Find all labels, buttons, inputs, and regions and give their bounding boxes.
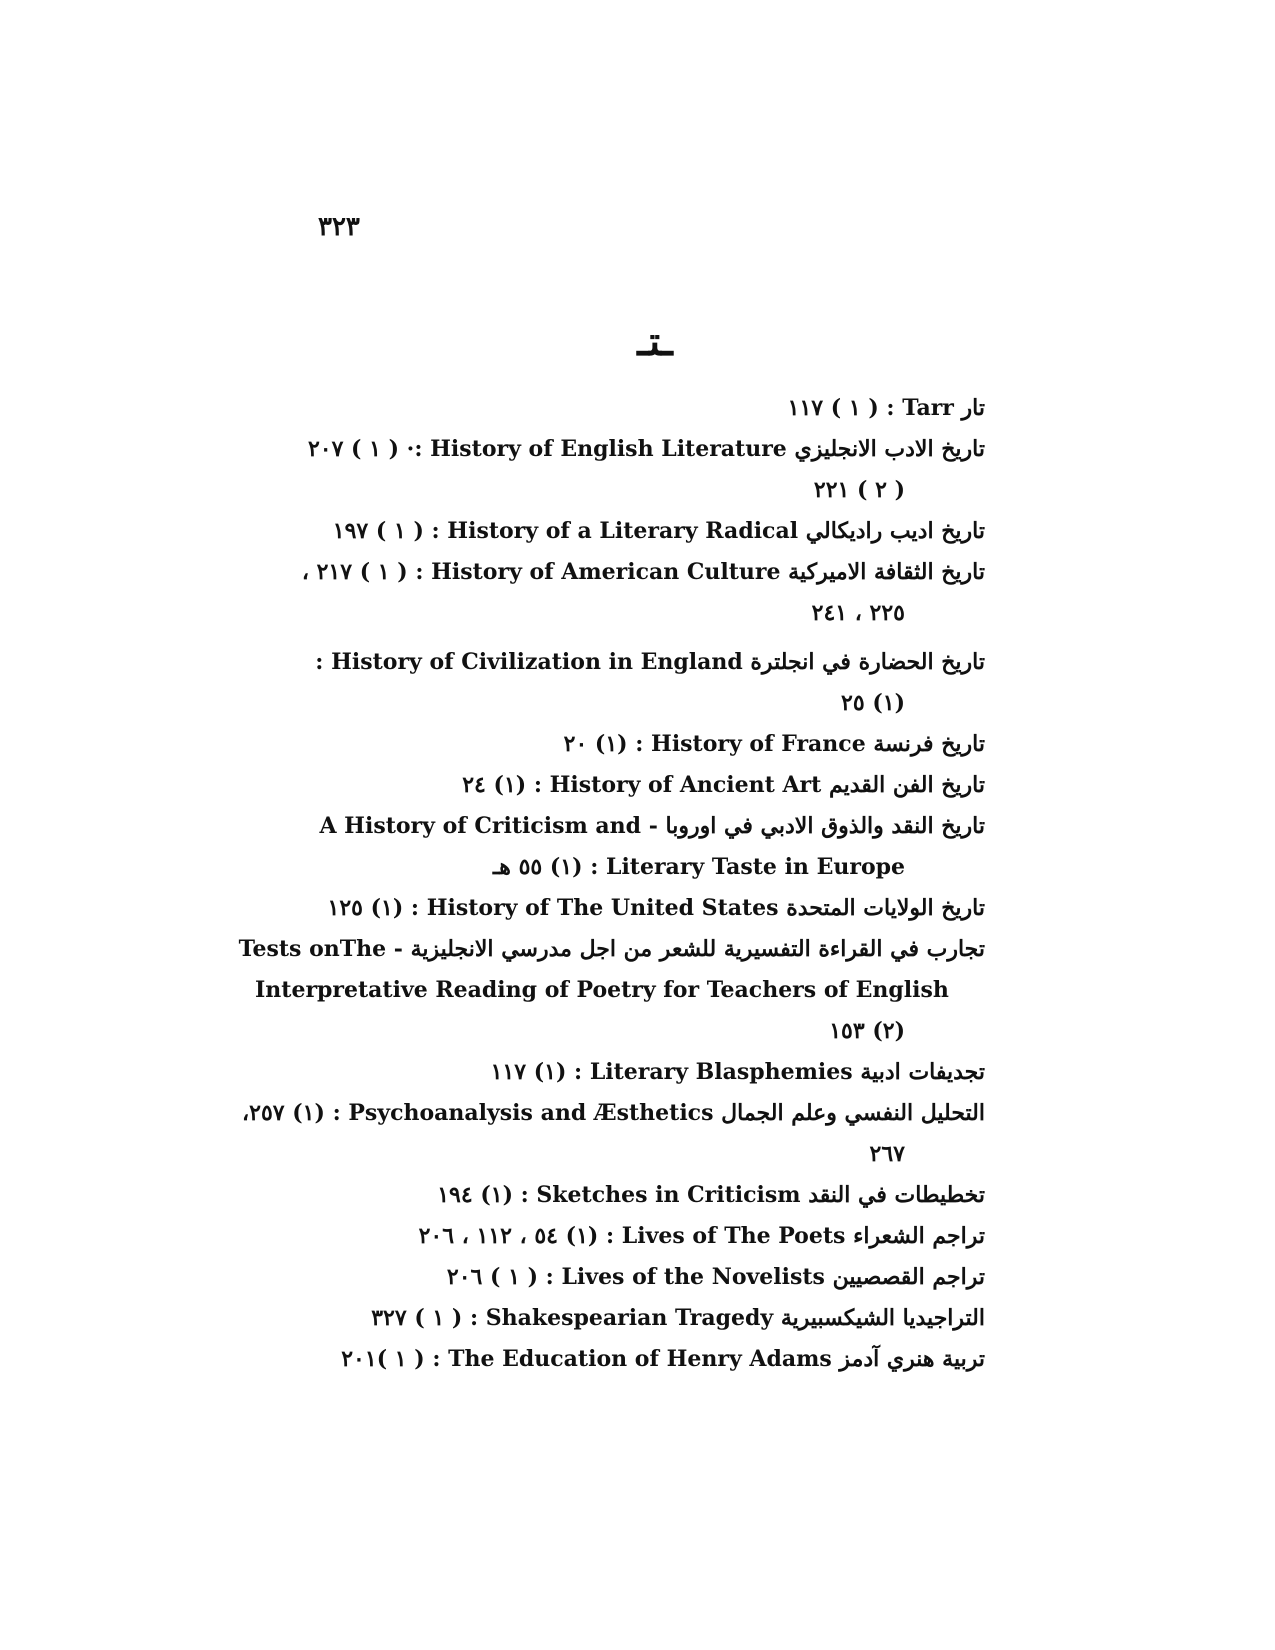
index-entry-line: التراجيديا الشيكسبيرية Shakespearian Tragedy : ( ١ ) ٣٢٧ xyxy=(371,1305,985,1331)
index-entry-line: تاريخ اديب راديكالي History of a Literary Radical : ( ١ ) ١٩٧ xyxy=(332,518,985,544)
index-entry-line: تاريخ الفن القديم History of Ancient Art : (١) ٢٤ xyxy=(462,772,985,798)
index-entries xyxy=(238,388,985,1380)
index-entry-line: تجارب في القراءة التفسيرية للشعر من اجل مدرسي الانجليزية - Tests onThe xyxy=(238,936,985,962)
index-entry-line: تاريخ الحضارة في انجلترة History of Civilization in England : xyxy=(315,649,985,675)
index-entry-line: تخطيطات في النقد Sketches in Criticism : (١) ١٩٤ xyxy=(437,1182,985,1208)
index-entry-line: تراجم الشعراء Lives of The Poets : (١) ٥٤ ، ١١٢ ، ٢٠٦ xyxy=(418,1223,985,1249)
index-entry-line: تاريخ الولايات المتحدة History of The United States : (١) ١٢٥ xyxy=(327,895,985,921)
index-entry-continuation: (١) ٢٥ xyxy=(841,690,905,716)
index-entry-line: تجديفات ادبية Literary Blasphemies : (١) ١١٧ xyxy=(490,1059,985,1085)
continuation-text: Interpretative Reading of Poetry for Teachers of English xyxy=(255,977,949,1003)
index-entry-line: تاريخ الثقافة الاميركية History of American Culture : ( ١ ) ٢١٧ ، xyxy=(301,559,985,585)
index-entry-line: تاريخ فرنسة History of France : (١) ٢٠ xyxy=(563,731,985,757)
index-entry-continuation: ٢٦٧ xyxy=(869,1141,905,1167)
index-entry-line: تاريخ النقد والذوق الادبي في اوروبا - A History of Criticism and xyxy=(319,813,985,839)
index-entry-continuation xyxy=(255,970,985,1011)
index-entry-continuation: (٢) ١٥٣ xyxy=(829,1018,905,1044)
index-entry-continuation: ( ٢ ) ٢٢١ xyxy=(813,477,905,503)
index-entry-line: تار Tarr : ( ١ ) ١١٧ xyxy=(787,395,985,421)
index-entry-continuation: ٢٢٥ ، ٢٤١ xyxy=(811,600,905,626)
index-entry-line: تاريخ الادب الانجليزي History of English Literature :· ( ١ ) ٢٠٧ xyxy=(307,436,985,462)
index-entry-continuation: Literary Taste in Europe : (١) ٥٥ هـ xyxy=(492,854,905,880)
index-entry-line: تربية هنري آدمز The Education of Henry Adams : ( ١ )٢٠١ xyxy=(341,1346,985,1372)
index-entry-line: التحليل النفسي وعلم الجمال Psychoanalysis and Æsthetics : (١) ٢٥٧، xyxy=(242,1100,985,1126)
index-entry-line: تراجم القصصيين Lives of the Novelists : ( ١ ) ٢٠٦ xyxy=(446,1264,985,1290)
section-heading: ـتـ xyxy=(637,318,673,365)
page-number: ٣٢٣ xyxy=(318,212,360,242)
